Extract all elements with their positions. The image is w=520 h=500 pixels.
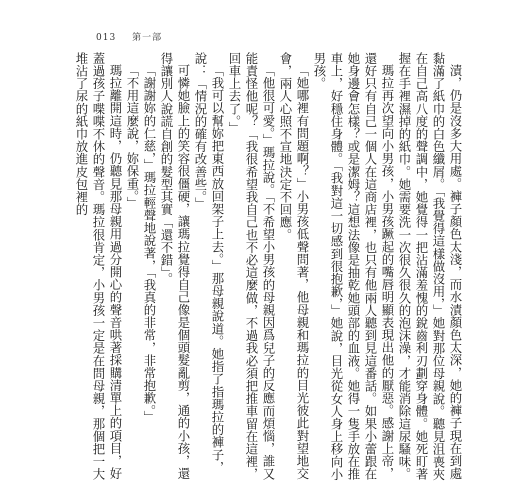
section-title: 第一部: [132, 33, 163, 43]
paragraph: 「不用這麼說，妳保重。」: [125, 64, 140, 210]
paragraph: 可憐她臉上的笑容很僵硬，讓瑪拉覺得自己像是個頭髮亂剪，通的小孩，還得讓別人說謊自創的髮型其實「還不錯」。: [159, 52, 191, 481]
paragraph: 「我可以幫妳把東西放回架子上去。」那母親說道。她指了指瑪拉的褲子，說：「情況的確有改善些。」: [193, 52, 225, 474]
paragraph: 「她哪裡有問題啊？」小男孩低聲問著，他母親和瑪拉的目光彼此對望地交會，兩人心照不宣地決定不回應。: [278, 52, 310, 481]
page-header: [96, 30, 174, 43]
paragraph: 瑪拉離開這時，仍聽見那母親用過分開心的聲音哄著採購清單上的項目，好蓋過孩子喋喋不休的聲音。瑪拉很肯定，小男孩一定是在問母親，那個把一大堆沾了尿的紙巾放進皮包裡的: [74, 52, 123, 481]
page-number: 013: [96, 33, 117, 43]
paragraph: 漬，仍是沒多大用處。褲子顏色太淺，而水漬顏色太深，她的褲子現在到處黏滿了紙巾的白色纖屑。「我覺得這樣做沒用，」她對那位母親說。聽見沮喪夾在自己高八度的聲調中，她覺得一把沾滿羞愧的銳齒利刃劃穿身體。她死盯著握在手裡濕掉的紙巾。她需要洗一次很久很久的泡沫澡，才能消除這尿騷味。: [397, 52, 463, 481]
paragraph: 「謝謝妳的仁慈，」瑪拉輕聲地說著，「我真的非常，非常抱歉。」: [142, 64, 157, 424]
paragraph: 「他很可愛。」瑪拉說。「不希望小男孩的母親因爲兒子的反應而煩惱，誰又能責怪他呢？「我很希望我自己也不必這麼做，不過我必須把推車留在這裡，回車上去了。」: [227, 52, 276, 481]
paragraph: 瑪拉再次望向小男孩，小男孩蹶起的嘴唇明顯表現出他的厭惡。感謝上帝，還好只有自己一個人在這商店裡，也只有他兩人聽到見這番話。如果小蕾跟在她身邊會怎樣？或是潔姆？這想法像是抽乾她頭部的血液。她得一隻手放在推車上，好穩住身體。「我對這一切感到很抱歉，」她說，目光從女人身上移向小男孩。: [312, 52, 395, 481]
vertical-body-text: [74, 52, 464, 484]
